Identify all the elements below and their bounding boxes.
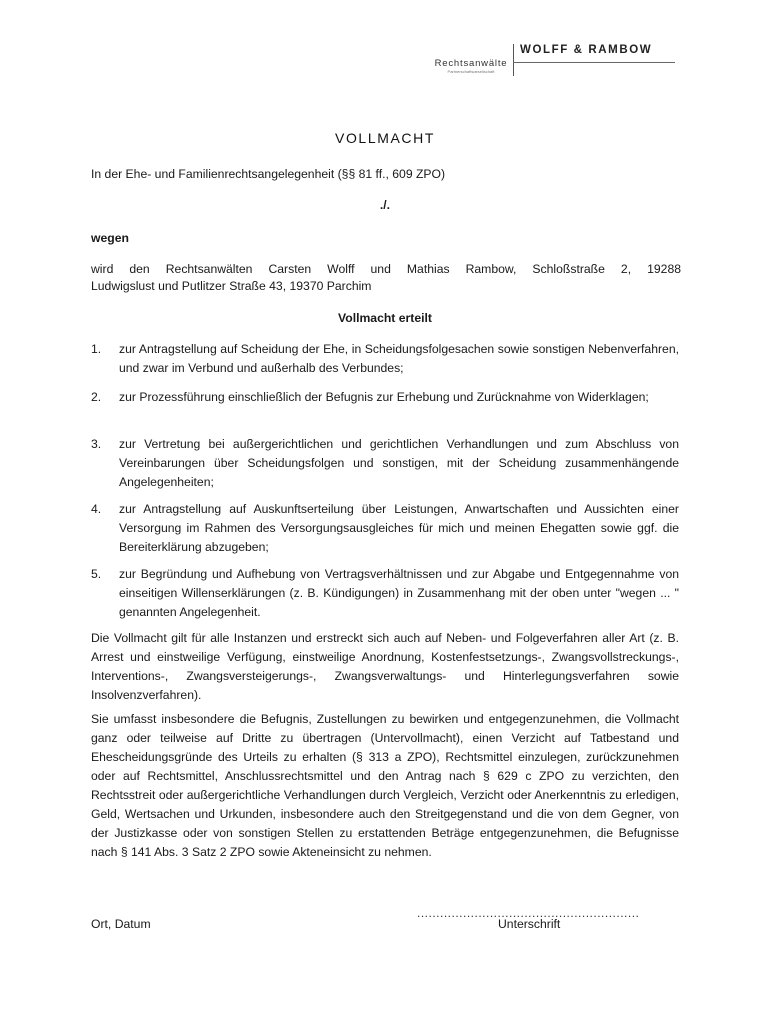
firm-tagline: Partnerschaftsgesellschaft [447, 70, 495, 73]
powers-paragraph: Sie umfasst insbesondere die Befugnis, Zustellungen zu bewirken und entgegenzunehmen, die Vollmacht ganz oder teilweise auf Dritte zu übertragen (Untervollmacht), einen Verzicht auf Tatbestand und Ehescheidungsgründe des Urteils zu erhalten (§ 313 a ZPO), Rechtsmittel einzulegen, zurückzunehmen oder auf Rechtsmittel, Anschlussrechtsmittel und den Antrag nach § 629 c ZPO zu verzichten, den Rechtsstreit oder außergerichtliche Verhandlungen durch Vergleich, Verzicht oder Anerkenntnis zu erledigen, Geld, Wertsachen und Urkunden, insbesondere auch den Streitgegenstand und die von dem Gegner, von der Justizkasse oder von sonstigen Stellen zu erstattenden Beträge entgegenzunehmen, die Befugnisse nach § 141 Abs. 3 Satz 2 ZPO sowie Akteneinsicht zu nehmen. [91, 712, 679, 859]
wegen-label: wegen [91, 231, 129, 245]
grant-line-2: Ludwigslust und Putlitzer Straße 43, 19370 Parchim [91, 279, 372, 293]
signature-line: .......................................................... [417, 906, 640, 920]
list-item-text: zur Begründung und Aufhebung von Vertragsverhältnissen und zur Abgabe und Entgegennahme von einseitigen Willenserklärungen (z. B. Kündigungen) in Zusammenhang mit der oben unter "wegen ... " genannten Angelegenheit. [119, 567, 679, 619]
document-title: VOLLMACHT [335, 130, 435, 146]
separator: ./. [379, 198, 391, 212]
list-item-text: zur Prozessführung einschließlich der Befugnis zur Erhebung und Zurücknahme von Widerklagen; [119, 390, 649, 404]
list-item-text: zur Antragstellung auf Auskunftserteilung über Leistungen, Anwartschaften und Aussichten einer Versorgung im Rahmen des Versorgungsausgleiches für mich und meinen Ehegatten sowie ggf. die Bereiterklärung abzugeben; [119, 502, 679, 554]
list-item-number: 2. [91, 390, 102, 404]
list-item-number: 1. [91, 342, 102, 356]
firm-subtitle: Rechtsanwälte [434, 58, 508, 69]
section-heading: Vollmacht erteilt [338, 311, 432, 325]
place-date-label: Ort, Datum [91, 917, 151, 931]
list-item-number: 3. [91, 437, 102, 451]
letterhead-divider-vertical [513, 44, 514, 76]
list-item-text: zur Antragstellung auf Scheidung der Ehe, in Scheidungsfolgesachen sowie sonstigen Nebenverfahren, und zwar im Verbund und außerhalb des Verbundes; [119, 342, 679, 375]
signature-label: Unterschrift [498, 917, 561, 931]
list-item-text: zur Vertretung bei außergerichtlichen und gerichtlichen Verhandlungen und zum Abschluss von Vereinbarungen über Scheidungsfolgen und sonstigen, mit der Scheidung zusammenhängende Angelegenheiten; [119, 437, 679, 489]
scope-paragraph: Die Vollmacht gilt für alle Instanzen und erstreckt sich auch auf Neben- und Folgeverfahren aller Art (z. B. Arrest und einstweilige Verfügung, einstweilige Anordnung, Kostenfestsetzungs-, Zwangsvollstreckungs-, Interventions-, Zwangsversteigerungs-, Zwangsverwaltungs- und Hinterlegungsverfahren sowie Insolvenzverfahren). [91, 631, 679, 702]
intro-text: In der Ehe- und Familienrechtsangelegenheit (§§ 81 ff., 609 ZPO) [91, 167, 446, 181]
grant-line-1: wird den Rechtsanwälten Carsten Wolff und Mathias Rambow, Schloßstraße 2, 19288 [91, 262, 681, 276]
list-item-number: 5. [91, 567, 102, 581]
letterhead-divider-horizontal [513, 62, 675, 63]
list-item-number: 4. [91, 502, 102, 516]
firm-name: WOLFF & RAMBOW [520, 44, 653, 56]
